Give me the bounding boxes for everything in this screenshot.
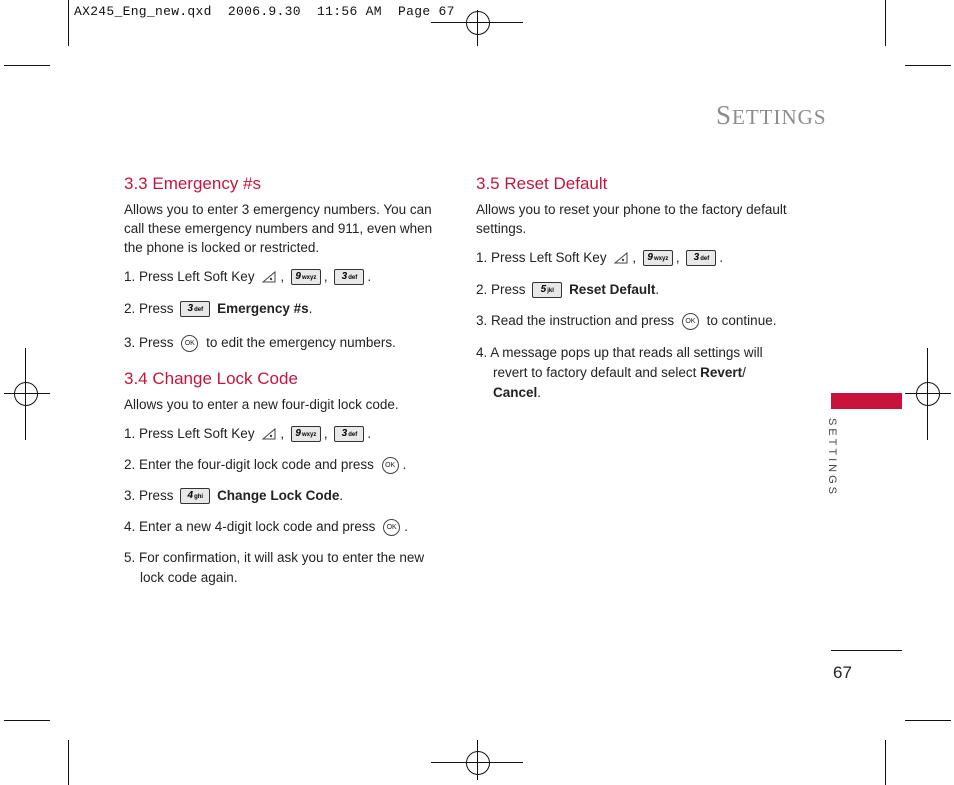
left-soft-key-icon — [261, 270, 277, 284]
key-3-icon: 3def — [334, 426, 364, 442]
section-3-5 — [476, 174, 806, 403]
section-intro: Allows you to reset your phone to the factory default settings. — [476, 202, 787, 236]
section-tab — [831, 393, 902, 409]
key-4-icon: 4ghi — [180, 488, 210, 504]
key-9-icon: 9wxyz — [643, 250, 673, 266]
step-2: 2. Enter the four-digit lock code and press OK . — [124, 457, 407, 472]
page-title: SETTINGS — [716, 100, 827, 130]
key-5-icon: 5jkl — [532, 282, 562, 298]
section-intro: Allows you to enter a new four-digit lock code. — [124, 397, 399, 412]
step-2: 2. Press 5jkl Reset Default. — [476, 282, 660, 297]
side-section-label: SETTINGS — [826, 418, 838, 498]
key-9-icon: 9wxyz — [291, 426, 321, 442]
page-number: 67 — [833, 663, 852, 682]
section-heading: 3.3 Emergency #s — [124, 174, 262, 193]
section-heading: 3.5 Reset Default — [476, 174, 608, 193]
left-soft-key-icon — [613, 251, 629, 265]
ok-key-icon: OK — [382, 457, 399, 474]
page-number-rule — [831, 650, 902, 651]
key-9-icon: 9wxyz — [291, 269, 321, 285]
print-slug: AX245_Eng_new.qxd 2006.9.30 11:56 AM Page 67 — [74, 4, 455, 19]
left-soft-key-icon — [261, 427, 277, 441]
key-3-icon: 3def — [180, 301, 210, 317]
key-3-icon: 3def — [334, 269, 364, 285]
ok-key-icon: OK — [682, 313, 699, 330]
step-1: 1. Press Left Soft Key , 9wxyz , 3def . — [124, 426, 372, 441]
step-4: 4. A message pops up that reads all settings will revert to factory default and select Revert/ Cancel. — [476, 345, 763, 400]
step-1: 1. Press Left Soft Key , 9wxyz , 3def . — [476, 250, 724, 265]
section-3-3 — [124, 174, 434, 353]
step-1: 1. Press Left Soft Key , 9wxyz , 3def . — [124, 269, 372, 284]
section-heading: 3.4 Change Lock Code — [124, 369, 298, 388]
step-3: 3. Press 4ghi Change Lock Code. — [124, 488, 344, 503]
section-intro: Allows you to enter 3 emergency numbers. You can call these emergency numbers and 911, even when the phone is locked or restricted. — [124, 202, 433, 255]
section-3-4 — [124, 369, 434, 588]
step-4: 4. Enter a new 4-digit lock code and press OK . — [124, 519, 408, 534]
step-3: 3. Read the instruction and press OK to continue. — [476, 313, 777, 328]
step-2: 2. Press 3def Emergency #s. — [124, 301, 313, 316]
ok-key-icon: OK — [181, 335, 198, 352]
ok-key-icon: OK — [383, 519, 400, 536]
step-3: 3. Press OK to edit the emergency numbers. — [124, 335, 396, 350]
step-5: 5. For confirmation, it will ask you to enter the new lock code again. — [124, 550, 425, 585]
key-3-icon: 3def — [686, 250, 716, 266]
